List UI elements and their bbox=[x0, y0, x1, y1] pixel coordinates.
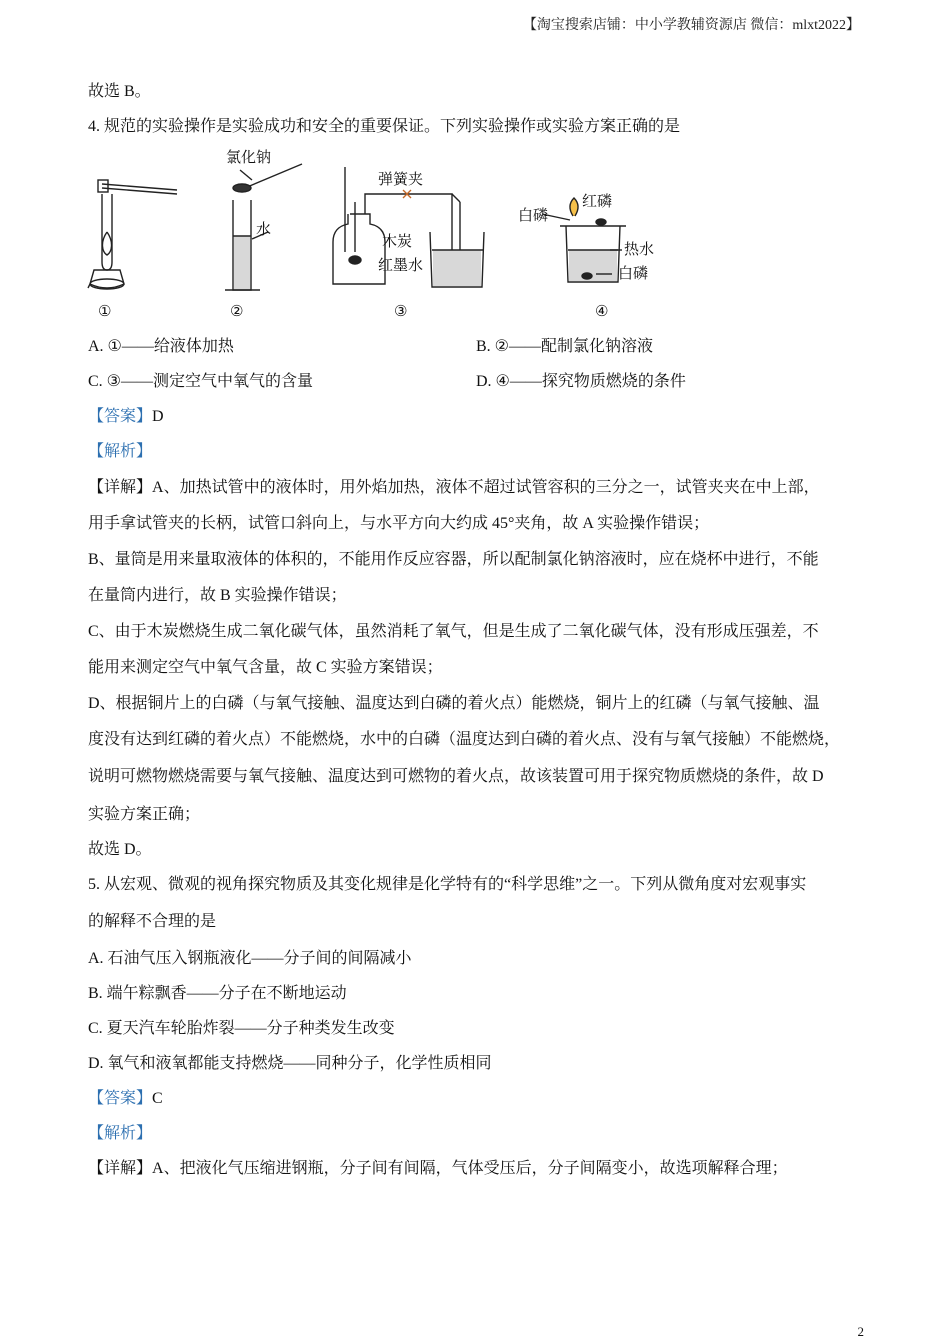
label-red-phosphorus: 红磷 bbox=[582, 192, 613, 210]
q5-stem-line-2: 的解释不合理的是 bbox=[88, 913, 217, 930]
q4-conclusion: 故选 D。 bbox=[88, 841, 152, 858]
label-water: 水 bbox=[256, 220, 272, 238]
q4-answer-line bbox=[88, 407, 164, 427]
q4-experiment-figure bbox=[80, 142, 700, 322]
label-white-phosphorus-2: 白磷 bbox=[618, 264, 649, 282]
label-red-ink: 红墨水 bbox=[378, 256, 424, 274]
q5-detail-line-1 bbox=[88, 1159, 788, 1179]
q4-detail-line-7: D、根据铜片上的白磷（与氧气接触、温度达到白磷的着火点）能燃烧，铜片上的红磷（与氧气接触、温 bbox=[88, 695, 820, 712]
answer-tag: 【答案】 bbox=[88, 1090, 153, 1107]
fig-number-2: ② bbox=[230, 302, 244, 320]
label-charcoal: 木炭 bbox=[382, 232, 413, 250]
q4-option-c: C. ③——测定空气中氧气的含量 bbox=[88, 373, 314, 390]
q4-detail-line-3: B、量筒是用来量取液体的体积的，不能用作反应容器，所以配制氯化钠溶液时，应在烧杯中进行，不能 bbox=[88, 551, 819, 568]
q4-detail-line-10: 实验方案正确； bbox=[88, 806, 201, 823]
q4-detail-line-6: 能用来测定空气中氧气含量，故 C 实验方案错误； bbox=[88, 659, 443, 676]
label-nacl: 氯化钠 bbox=[226, 148, 272, 166]
q4-detail-line-1 bbox=[88, 478, 820, 498]
q4-detail-text-1: A、加热试管中的液体时，用外焰加热，液体不超过试管容积的三分之一，试管夹夹在中上部， bbox=[152, 479, 820, 496]
detail-tag: 【详解】 bbox=[88, 479, 153, 496]
previous-conclusion: 故选 B。 bbox=[88, 83, 151, 100]
q5-option-a: A. 石油气压入钢瓶液化——分子间的间隔减小 bbox=[88, 950, 412, 967]
page-number: 2 bbox=[857, 1324, 864, 1339]
q4-detail-line-4: 在量筒内进行，故 B 实验操作错误； bbox=[88, 587, 347, 604]
q4-stem: 4. 规范的实验操作是实验成功和安全的重要保证。下列实验操作或实验方案正确的是 bbox=[88, 118, 681, 135]
q4-detail-line-9: 说明可燃物燃烧需要与氧气接触、温度达到可燃物的着火点，故该装置可用于探究物质燃烧的条件，故 D bbox=[88, 768, 824, 785]
page-header: 【淘宝搜索店铺：中小学教辅资源店 微信：mlxt2022】 bbox=[522, 18, 860, 33]
q5-option-c: C. 夏天汽车轮胎炸裂——分子种类发生改变 bbox=[88, 1020, 395, 1037]
q4-detail-line-8: 度没有达到红磷的着火点）不能燃烧，水中的白磷（温度达到白磷的着火点、没有与氧气接触）不能燃烧， bbox=[88, 731, 841, 748]
q5-answer: C bbox=[152, 1090, 163, 1107]
fig-number-3: ③ bbox=[394, 302, 408, 320]
label-white-phosphorus: 白磷 bbox=[518, 206, 549, 224]
q4-detail-line-5: C、由于木炭燃烧生成二氧化碳气体，虽然消耗了氧气，但是生成了二氧化碳气体，没有形成压强差，不 bbox=[88, 623, 819, 640]
fig-number-1: ① bbox=[98, 302, 112, 320]
q5-option-d: D. 氧气和液氧都能支持燃烧——同种分子，化学性质相同 bbox=[88, 1055, 492, 1072]
q4-answer: D bbox=[152, 408, 164, 425]
apparatus-4-combustion bbox=[542, 198, 626, 282]
apparatus-1-heating-tube bbox=[88, 180, 177, 289]
q5-answer-line bbox=[88, 1089, 163, 1109]
answer-tag: 【答案】 bbox=[88, 408, 153, 425]
label-clamp: 弹簧夹 bbox=[378, 170, 424, 188]
q4-detail-line-2: 用手拿试管夹的长柄，试管口斜向上，与水平方向大约成 45°夹角，故 A 实验操作错误； bbox=[88, 515, 710, 532]
q4-analysis-tag: 【解析】 bbox=[88, 443, 153, 460]
detail-tag: 【详解】 bbox=[88, 1160, 153, 1177]
label-hot-water: 热水 bbox=[624, 240, 655, 258]
q5-option-b: B. 端午粽飘香——分子在不断地运动 bbox=[88, 985, 347, 1002]
q4-option-a: A. ①——给液体加热 bbox=[88, 338, 234, 355]
q5-stem-line-1: 5. 从宏观、微观的视角探究物质及其变化规律是化学特有的“科学思维”之一。下列从微角度对宏观事实 bbox=[88, 876, 807, 893]
fig-number-4: ④ bbox=[595, 302, 609, 320]
q5-analysis-tag: 【解析】 bbox=[88, 1125, 153, 1142]
q5-detail-text: A、把液化气压缩进钢瓶，分子间有间隔，气体受压后，分子间隔变小，故选项解释合理； bbox=[152, 1160, 788, 1177]
q4-option-d: D. ④——探究物质燃烧的条件 bbox=[476, 373, 686, 390]
q4-option-b: B. ②——配制氯化钠溶液 bbox=[476, 338, 654, 355]
